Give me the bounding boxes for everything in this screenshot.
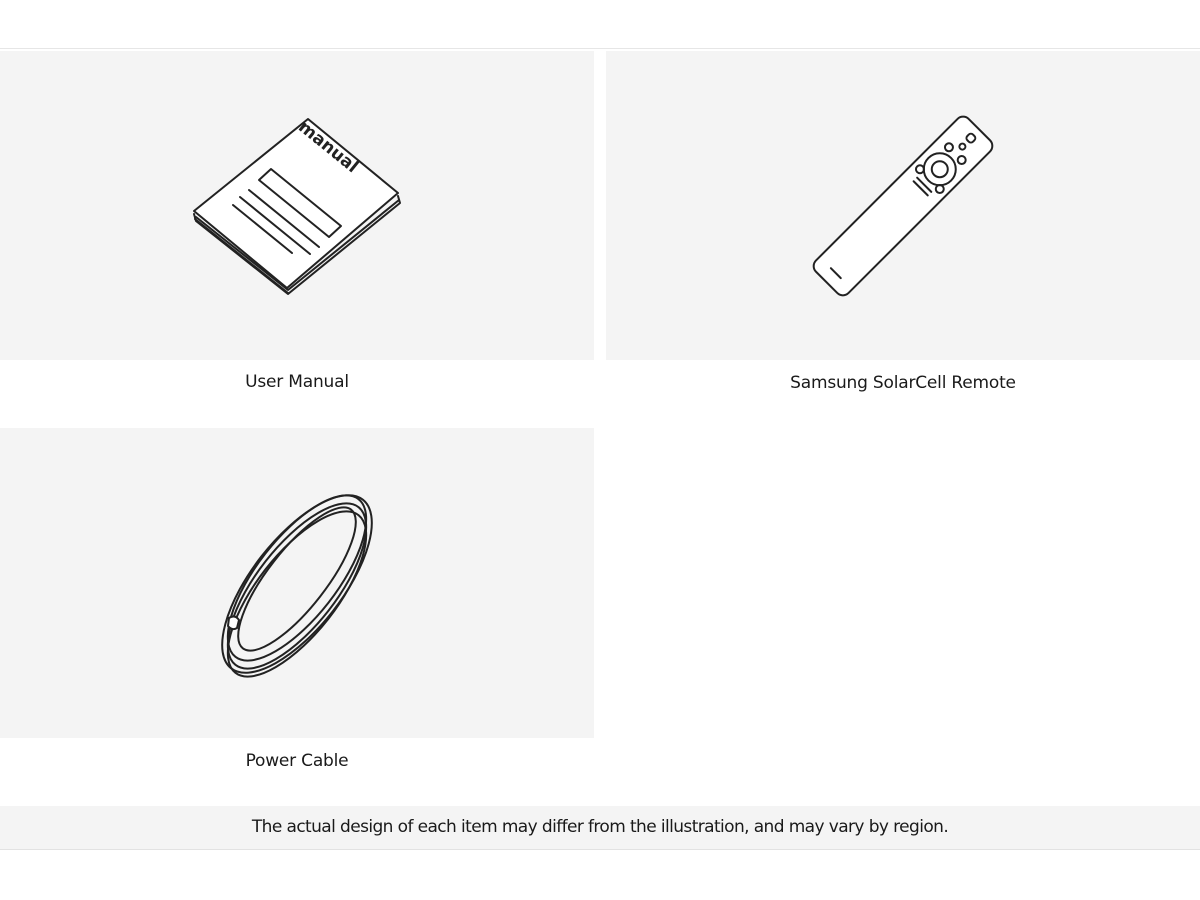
power-cable-tile [0,428,594,738]
remote-control-icon [606,51,1200,360]
coiled-cable-icon [0,428,594,738]
remote-tile [606,51,1200,360]
top-divider [0,48,1200,49]
user-manual-tile [0,51,594,360]
power-cable-label: Power Cable [245,751,349,771]
user-manual-label: User Manual [245,372,349,392]
remote-label: Samsung SolarCell Remote [790,373,1016,393]
manual-cover-text: manual [294,117,362,178]
disclaimer-text: The actual design of each item may differ from the illustration, and may vary by region. [251,817,949,837]
manual-book-icon [0,51,594,360]
disclaimer-band [0,806,1200,850]
